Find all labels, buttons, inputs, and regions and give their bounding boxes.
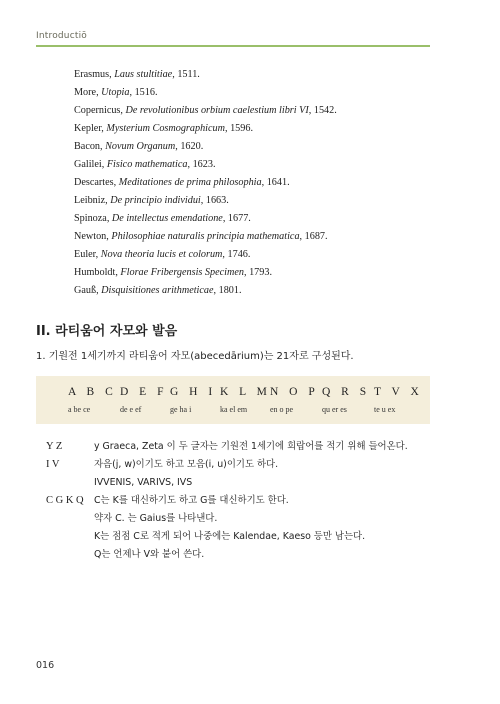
note-text: IVVENIS, VARIVS, IVS (94, 477, 193, 488)
work-year: , 1677. (222, 213, 251, 224)
work-item (74, 84, 434, 102)
works-list (74, 66, 434, 300)
work-year: , 1687. (299, 231, 328, 242)
work-author: Spinoza, (74, 213, 110, 224)
note-key: Y Z (46, 441, 63, 452)
note-text: C는 K를 대신하기도 하고 G를 대신하기도 한다. (94, 495, 289, 506)
work-year: , 1663. (200, 195, 229, 206)
work-item (74, 102, 434, 120)
alphabet-letter-names: ge ha i (170, 405, 192, 414)
work-item (74, 228, 434, 246)
header-divider (36, 45, 430, 47)
alphabet-letter-names: te u ex (374, 405, 396, 414)
work-year: , 1596. (224, 123, 253, 134)
work-author: Euler, (74, 249, 99, 260)
work-title: Florae Fribergensis Specimen (120, 267, 244, 278)
alphabet-letter-names: de e ef (120, 405, 142, 414)
note-row (46, 456, 436, 474)
work-year: , 1623. (187, 159, 216, 170)
work-item (74, 246, 434, 264)
work-item (74, 282, 434, 300)
work-author: Galilei, (74, 159, 105, 170)
note-text: 약자 C. 는 Gaius를 나타낸다. (94, 513, 218, 524)
alphabet-letters: Q R S (322, 386, 371, 398)
alphabet-letters: K L M (220, 386, 271, 398)
work-title: De revolutionibus orbium caelestium libri VI (125, 105, 309, 116)
note-row (46, 492, 436, 510)
work-title: Disquisitiones arithmeticae (101, 285, 214, 296)
note-row (46, 438, 436, 456)
work-author: Descartes, (74, 177, 117, 188)
work-item (74, 264, 434, 282)
work-author: Newton, (74, 231, 109, 242)
work-item (74, 120, 434, 138)
work-year: , 1511. (172, 69, 200, 80)
work-item (74, 174, 434, 192)
work-year: , 1746. (222, 249, 251, 260)
page-number: 016 (36, 660, 55, 671)
note-text: Q는 언제나 V와 붙어 쓴다. (94, 549, 205, 560)
alphabet-letters: A B C (68, 386, 117, 398)
alphabet-letters: T V X (374, 386, 423, 398)
letter-notes (46, 438, 436, 564)
work-title: Mysterium Cosmographicum (106, 123, 225, 134)
alphabet-letters: G H I (170, 386, 217, 398)
work-year: , 1620. (175, 141, 204, 152)
work-author: Gauß, (74, 285, 99, 296)
work-title: Philosophiae naturalis principia mathematica (111, 231, 300, 242)
alphabet-letter-names: ka el em (220, 405, 248, 414)
work-author: Kepler, (74, 123, 104, 134)
alphabet-letters: D E F (120, 386, 168, 398)
work-year: , 1641. (261, 177, 290, 188)
work-item (74, 138, 434, 156)
section-title: II. 라티움어 자모와 발음 (36, 324, 178, 339)
work-title: De intellectus emendatione (111, 213, 223, 224)
work-year: , 1542. (308, 105, 337, 116)
work-title: Nova theoria lucis et colorum (100, 249, 223, 260)
work-year: , 1516. (129, 87, 158, 98)
work-author: Leibniz, (74, 195, 108, 206)
work-title: Fisico mathematica (106, 159, 188, 170)
running-header: Introductiō (36, 31, 87, 41)
work-item (74, 210, 434, 228)
note-text: y Graeca, Zeta 이 두 글자는 기원전 1세기에 희랍어를 적기 위해 들어온다. (94, 441, 408, 452)
alphabet-letter-names: en o pe (270, 405, 294, 414)
work-item (74, 156, 434, 174)
note-key: I V (46, 459, 60, 470)
alphabet-letters: N O P (270, 386, 319, 398)
work-title: De principio individui (110, 195, 201, 206)
note-row (46, 510, 436, 528)
work-item (74, 192, 434, 210)
alphabet-letter-names: qu er es (322, 405, 347, 414)
alphabet-letter-names: a be ce (68, 405, 91, 414)
work-author: Humboldt, (74, 267, 118, 278)
note-text: K는 점점 C로 적게 되어 나중에는 Kalendae, Kaeso 등만 남는다. (94, 531, 366, 542)
note-text: 자음(j, w)이기도 하고 모음(i, u)이기도 하다. (94, 459, 279, 470)
note-row (46, 546, 436, 564)
alphabet-table (36, 376, 430, 424)
note-row (46, 528, 436, 546)
work-title: Meditationes de prima philosophia (118, 177, 262, 188)
alphabet-group (374, 386, 436, 414)
work-author: Bacon, (74, 141, 103, 152)
work-title: Laus stultitiae (114, 69, 173, 80)
work-title: Novum Organum (105, 141, 176, 152)
work-year: , 1801. (213, 285, 242, 296)
work-item (74, 66, 434, 84)
note-key: C G K Q (46, 495, 84, 506)
note-row (46, 474, 436, 492)
work-author: More, (74, 87, 99, 98)
work-author: Copernicus, (74, 105, 123, 116)
work-year: , 1793. (243, 267, 272, 278)
section-subhead: 1. 기원전 1세기까지 라티움어 자모(abecedārium)는 21자로 구성된다. (36, 351, 354, 362)
work-title: Utopia (101, 87, 130, 98)
work-author: Erasmus, (74, 69, 112, 80)
